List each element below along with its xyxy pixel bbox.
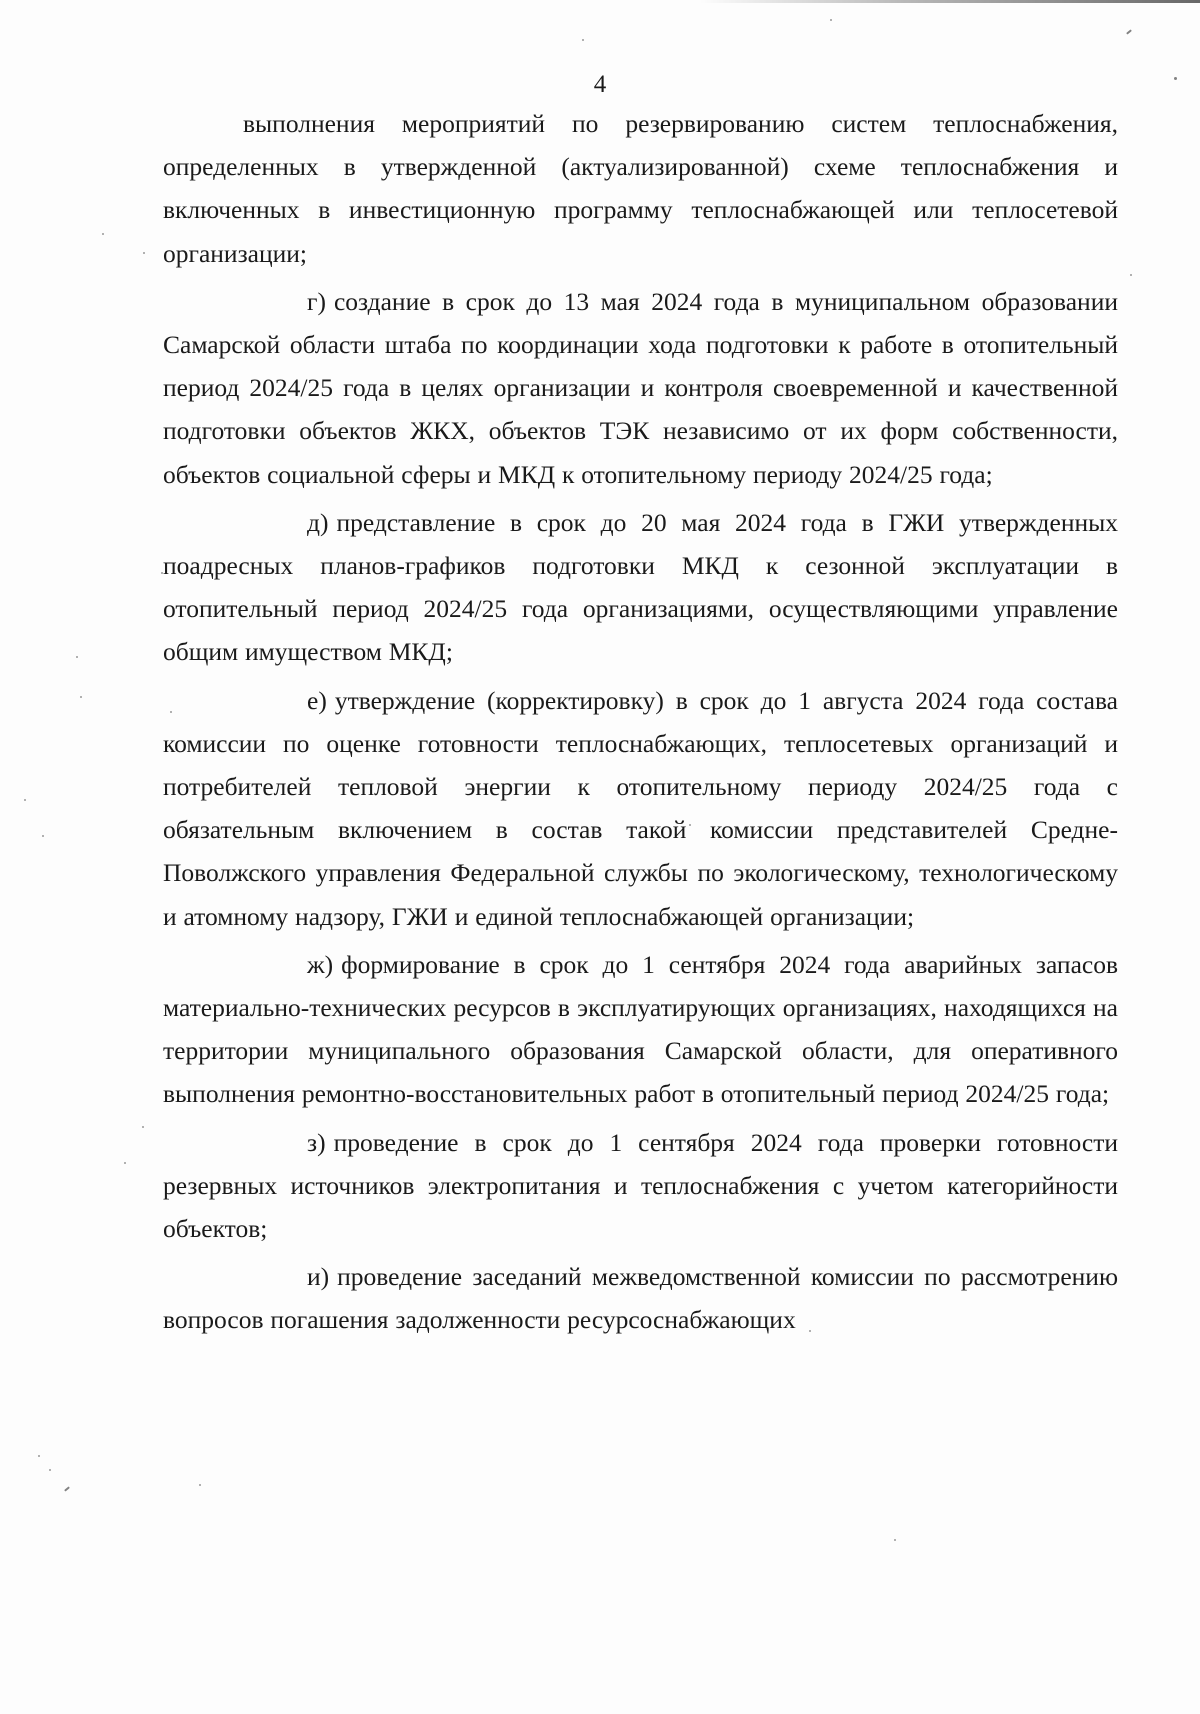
- scan-speck: [1174, 77, 1177, 80]
- document-body: [163, 102, 1118, 1347]
- list-marker: г): [307, 286, 326, 316]
- continuation-paragraph: [163, 102, 1118, 275]
- scan-speck: [809, 1330, 811, 1332]
- scan-speck: [199, 1484, 201, 1486]
- list-marker: д): [307, 507, 329, 537]
- scan-speck: [143, 252, 145, 254]
- paragraph-text: выполнения мероприятий по резервированию систем теплоснабжения, определенных в утвержденной (актуализированной) схеме теплоснабжения и включенных в инвестиционную программу теплоснабжающей или теплосетевой организации;: [163, 109, 1118, 268]
- paragraph-text: создание в срок до 13 мая 2024 года в муниципальном образовании Самарской области штаба по координации хода подготовки к работе в отопительный период 2024/25 года в целях организации и контроля своевременной и качественной подготовки объектов ЖКХ, объектов ТЭК независимо от их форм собственности, объектов социальной сферы и МКД к отопительному периоду 2024/25 года;: [163, 286, 1118, 489]
- list-marker: и): [307, 1262, 330, 1292]
- scan-speck: [124, 1162, 126, 1164]
- paragraph-text: представление в срок до 20 мая 2024 года в ГЖИ утвержденных поадресных планов-графиков подготовки МКД к сезонной эксплуатации в отопительный период 2024/25 года организациями, осуществляющими управление общим имуществом МКД;: [163, 507, 1118, 667]
- list-item-d: [163, 501, 1118, 674]
- scan-speck: [76, 656, 78, 658]
- scan-speck: [24, 799, 26, 801]
- paragraph-text: формирование в срок до 1 сентября 2024 года аварийных запасов материально-технических ресурсов в эксплуатирующих организациях, находящихся на территории муниципального образования Самарской области, для оперативного выполнения ремонтно-восстановительных работ в отопительный период 2024/25 года;: [163, 949, 1118, 1109]
- scan-speck: [64, 1486, 70, 1491]
- list-item-z: [163, 1121, 1118, 1251]
- scan-speck: [102, 233, 104, 235]
- paragraph-text: проведение в срок до 1 сентября 2024 года проверки готовности резервных источников электропитания и теплоснабжения с учетом категорийности объектов;: [163, 1127, 1118, 1244]
- list-item-e: [163, 679, 1118, 938]
- scan-speck: [38, 1455, 40, 1457]
- list-marker: з): [307, 1127, 326, 1157]
- scan-speck: [830, 19, 832, 21]
- page-number: 4: [593, 71, 607, 98]
- scan-edge-line: [700, 0, 1200, 3]
- list-marker: ж): [307, 949, 334, 979]
- scan-speck: [49, 1469, 51, 1471]
- list-item-zh: [163, 943, 1118, 1116]
- list-marker: е): [307, 685, 327, 715]
- scan-speck: [42, 835, 44, 837]
- scan-speck: [1126, 29, 1132, 34]
- list-item-g: [163, 280, 1118, 496]
- paragraph-text: утверждение (корректировку) в срок до 1 августа 2024 года состава комиссии по оценке готовности теплоснабжающих, теплосетевых организаций и потребителей тепловой энергии к отопительному периоду 2024/25 года с обязательным включением в состав такой комиссии представителей Средне-Поволжского управления Федеральной службы по экологическому, технологическому и атомному надзору, ГЖИ и единой теплоснабжающей организации;: [163, 685, 1118, 931]
- paragraph-text: проведение заседаний межведомственной комиссии по рассмотрению вопросов погашения задолженности ресурсоснабжающих: [163, 1262, 1118, 1335]
- scan-speck: [582, 39, 584, 41]
- scan-speck: [894, 1539, 896, 1541]
- scan-speck: [80, 696, 82, 698]
- list-item-i: [163, 1255, 1118, 1341]
- scan-speck: [142, 1126, 144, 1128]
- scan-speck: [684, 1193, 686, 1195]
- scan-speck: [1130, 274, 1132, 276]
